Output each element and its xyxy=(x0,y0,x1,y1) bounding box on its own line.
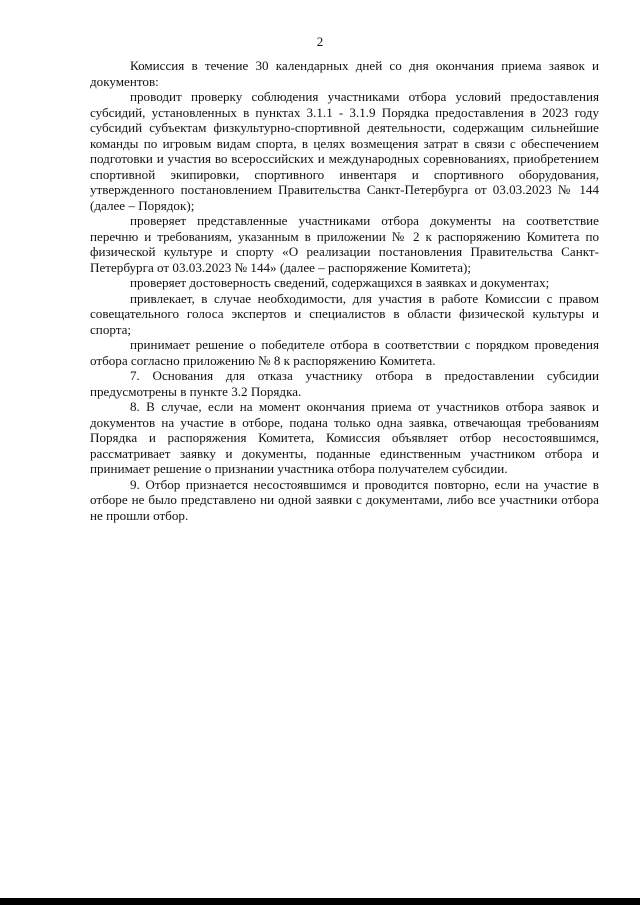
paragraph-check-reliability: проверяет достоверность сведений, содержащихся в заявках и документах; xyxy=(130,275,550,290)
paragraph-commission-intro: Комиссия в течение 30 календарных дней со дня окончания приема заявок и документов: xyxy=(90,58,599,89)
scan-bottom-edge xyxy=(0,898,640,905)
paragraph-item-7: 7. Основания для отказа участнику отбора в предоставлении субсидии предусмотрены в пункте 3.2 Порядка. xyxy=(90,368,599,399)
document-body xyxy=(90,58,599,523)
paragraph-decision-winner: принимает решение о победителе отбора в соответствии с порядком проведения отбора согласно приложению № 8 к распоряжению Комитета. xyxy=(90,337,599,368)
paragraph-check-conditions: проводит проверку соблюдения участниками отбора условий предоставления субсидий, установленных в пунктах 3.1.1 - 3.1.9 Порядка предоставления в 2023 году субсидий субъектам физкультурно-спортивной деятельности, содержащим сильнейшие команды по игровым видам спорта, в целях возмещения затрат в связи с обеспечением подготовки и участия во всероссийских и международных соревнованиях, приобретением спортивной экипировки, спортивного инвентаря и спортивного оборудования, утвержденного постановлением Правительства Санкт-Петербурга от 03.03.2023 № 144 (далее – Порядок); xyxy=(90,89,599,213)
page-number: 2 xyxy=(316,34,324,49)
paragraph-check-documents: проверяет представленные участниками отбора документы на соответствие перечню и требованиям, указанным в приложении № 2 к распоряжению Комитета по физической культуре и спорту «О реализации постановления Правительства Санкт-Петербурга от 03.03.2023 № 144» (далее – распоряжение Комитета); xyxy=(90,213,599,275)
paragraph-item-9: 9. Отбор признается несостоявшимся и проводится повторно, если на участие в отборе не было представлено ни одной заявки с документами, либо все участники отбора не прошли отбор. xyxy=(90,476,599,523)
paragraph-involve-experts: привлекает, в случае необходимости, для участия в работе Комиссии с правом совещательного голоса экспертов и специалистов в области физической культуры и спорта; xyxy=(90,290,599,337)
paragraph-item-8: 8. В случае, если на момент окончания приема от участников отбора заявок и документов на участие в отборе, подана только одна заявка, отвечающая требованиям Порядка и распоряжения Комитета, Комиссия объявляет отбор несостоявшимся, рассматривает заявку и документы, поданные единственным участником отбора и принимает решение о признании участника отбора получателем субсидии. xyxy=(90,399,599,476)
